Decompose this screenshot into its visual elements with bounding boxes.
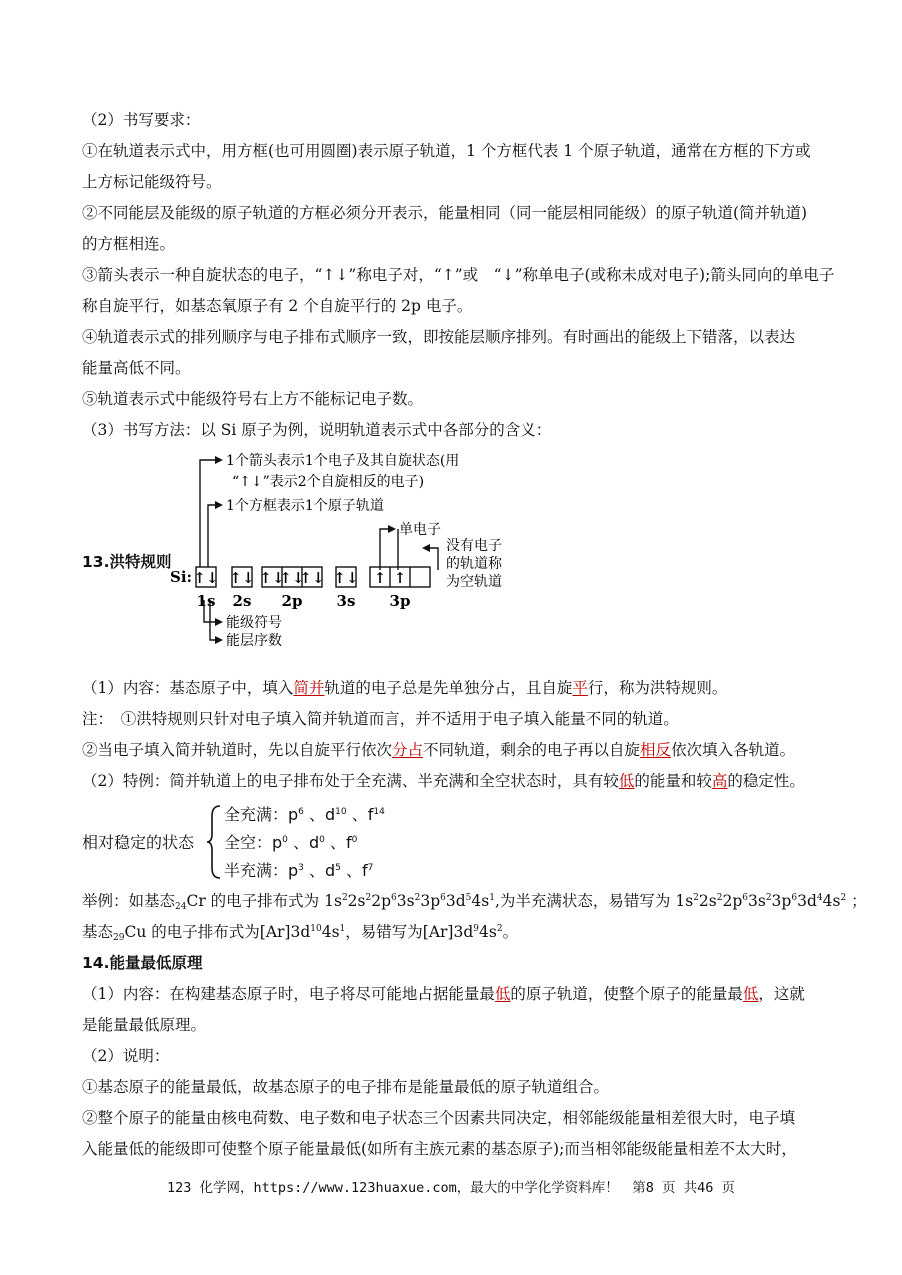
hund-note2: ②当电子填入简并轨道时，先以自旋平行依次分占不同轨道，剩余的电子再以自旋相反依次填入各轨道。 (82, 741, 796, 759)
empty-state: 全空：$p^0$ 、$d^0$ 、$f^0$ (224, 833, 358, 852)
orbital-3p-1: ↑ (373, 569, 387, 587)
full-state: 全充满：$p^6$ 、$d^{10}$ 、$f^{14}$ (224, 805, 385, 824)
label-arrow-1: 1个箭头表示1个电子及其自旋状态(用 (226, 453, 460, 469)
hund-note1: 注： ①洪特规则只针对电子填入简并轨道而言，并不适用于电子填入能量不同的轨道。 (82, 710, 679, 728)
label-empty-3: 为空轨道 (446, 574, 502, 590)
orbital-2p-2: ↑↓ (279, 569, 305, 587)
page-footer: 123 化学网，https://www.123huaxue.com，最大的中学化学资料库！ 第8 页 共46 页 (167, 1180, 735, 1196)
lowest-item2b: 入能量低的能级即可使整个原子能量最低(如所有主族元素的基态原子);而当相邻能级能量相差不太大时， (82, 1140, 797, 1158)
writing-req-item3a: ③箭头表示一种自旋状态的电子，“↑↓”称电子对，“↑”或 “↓”称单电子(或称未成对电子);箭头同向的单电子 (82, 266, 835, 284)
label-shell: 能层序数 (226, 633, 282, 649)
stable-label: 相对稳定的状态 (82, 833, 195, 852)
level-2p: 2p (281, 592, 303, 610)
orbital-2p-3: ↑↓ (299, 569, 325, 587)
label-empty-2: 的轨道称 (446, 556, 502, 572)
lowest-item2a: ②整个原子的能量由核电荷数、电子数和电子状态三个因素共同决定，相邻能级能量相差很大时，电子填 (82, 1109, 796, 1127)
orbital-3p-2: ↑ (393, 569, 407, 587)
writing-req-item2b: 的方框相连。 (82, 235, 176, 253)
writing-req-item1b: 上方标记能级符号。 (82, 173, 222, 191)
orbital-3s: ↑↓ (333, 569, 359, 587)
lowest-item1: ①基态原子的能量最低，故基态原子的电子排布是能量最低的原子轨道组合。 (82, 1078, 610, 1096)
orbital-1s: ↑↓ (193, 569, 219, 587)
writing-req-item4b: 能量高低不同。 (82, 359, 191, 377)
level-3s: 3s (336, 592, 356, 610)
orbital-diagram (170, 450, 530, 650)
lowest-content: （1）内容：在构建基态原子时，电子将尽可能地占据能量最低的原子轨道，使整个原子的能量最低，这就 (82, 985, 805, 1003)
label-symbol: 能级符号 (226, 615, 282, 631)
label-box: 1个方框表示1个原子轨道 (226, 498, 384, 514)
label-arrow-2: “↑↓”表示2个自旋相反的电子) (232, 474, 425, 490)
label-single: 单电子 (399, 522, 441, 538)
writing-req-item2a: ②不同能层及能级的原子轨道的方框必须分开表示，能量相同（同一能层相同能级）的原子轨道(简并轨道) (82, 204, 808, 222)
brace-icon (206, 804, 222, 880)
writing-req-item3b: 称自旋平行，如基态氧原子有 2 个自旋平行的 2p 电子。 (82, 297, 473, 315)
level-1s: 1s (196, 592, 216, 610)
label-empty-1: 没有电子 (446, 538, 502, 554)
atom-symbol: Si: (170, 568, 193, 586)
hund-example-b: 基态$_{29}$Cu 的电子排布式为$[Ar]3d^{10}4s^1$，易错写为$[Ar]3d^94s^2$。 (82, 923, 519, 943)
hund-content: （1）内容：基态原子中，填入简并轨道的电子总是先单独分占，且自旋平行，称为洪特规则。 (82, 679, 728, 697)
writing-req-item1a: ①在轨道表示式中，用方框(也可用圆圈)表示原子轨道，1 个方框代表 1 个原子轨道，通常在方框的下方或 (82, 142, 811, 160)
hund-example-a: 举例：如基态$_{24}$Cr 的电子排布式为 $1s^22s^22p^63s^23p^63d^54s^1$,为半充满状态，易错写为 $1s^22s^22p^63s^23p^63d^44s^2$ ； (82, 892, 867, 912)
hund-special: （2）特例：简并轨道上的电子排布处于全充满、半充满和全空状态时，具有较低的能量和较高的稳定性。 (82, 772, 805, 790)
hund-heading: 13.洪特规则 (82, 553, 172, 571)
writing-method: （3）书写方法：以 Si 原子为例，说明轨道表示式中各部分的含义： (82, 421, 552, 439)
lowest-content-b: 是能量最低原理。 (82, 1016, 207, 1034)
orbital-2s: ↑↓ (229, 569, 255, 587)
level-2s: 2s (232, 592, 252, 610)
orbital-2p-1: ↑↓ (259, 569, 285, 587)
half-state: 半充满：$p^3$ 、$d^5$ 、$f^7$ (224, 861, 374, 880)
writing-req-title: （2）书写要求： (82, 111, 201, 129)
lowest-explain: （2）说明： (82, 1047, 170, 1065)
writing-req-item5: ⑤轨道表示式中能级符号右上方不能标记电子数。 (82, 390, 424, 408)
lowest-heading: 14.能量最低原理 (82, 954, 203, 972)
writing-req-item4a: ④轨道表示式的排列顺序与电子排布式顺序一致，即按能层顺序排列。有时画出的能级上下错落，以表达 (82, 328, 796, 346)
level-3p: 3p (389, 592, 411, 610)
stable-states (82, 800, 582, 880)
